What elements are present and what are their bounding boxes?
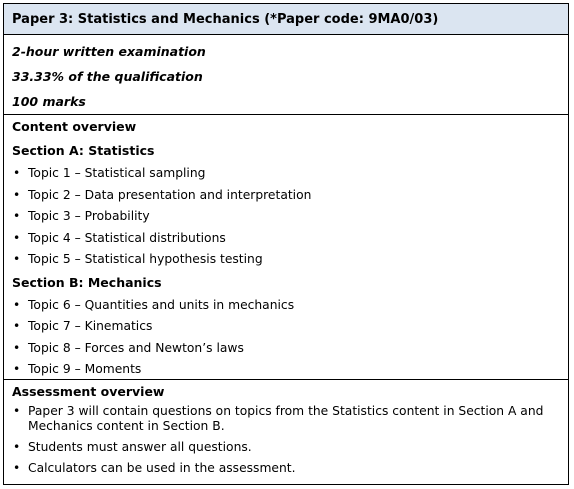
content-overview-heading: Content overview [12, 119, 137, 134]
list-item: • Calculators can be used in the assessment. [12, 461, 560, 476]
list-item: • Topic 9 – Moments [12, 359, 560, 381]
paper-title: Paper 3: Statistics and Mechanics (*Paper code: 9MA0/03) [4, 4, 568, 35]
list-item: • Topic 5 – Statistical hypothesis testing [12, 249, 560, 271]
exam-meta [4, 35, 568, 115]
list-item: • Topic 6 – Quantities and units in mechanics [12, 295, 560, 317]
list-item: • Topic 1 – Statistical sampling [12, 163, 560, 185]
content-overview [4, 115, 568, 380]
list-item: • Students must answer all questions. [12, 440, 560, 455]
section-b-heading: Section B: Mechanics [12, 274, 162, 290]
assessment-items [12, 404, 560, 476]
qualification-weight: 33.33% of the qualification [12, 69, 203, 84]
list-item: • Topic 8 – Forces and Newton’s laws [12, 338, 560, 360]
list-item: • Topic 3 – Probability [12, 206, 560, 228]
section-a-heading: Section A: Statistics [12, 143, 155, 158]
list-item: • Topic 2 – Data presentation and interpretation [12, 185, 560, 207]
list-item: • Paper 3 will contain questions on topics from the Statistics content in Section A and Mechanics content in Section B. [12, 404, 560, 434]
total-marks: 100 marks [12, 94, 86, 109]
assessment-overview [4, 380, 568, 476]
list-item: • Topic 7 – Kinematics [12, 316, 560, 338]
paper-spec-box [3, 3, 569, 485]
section-a-topics [12, 163, 560, 271]
section-b-topics [12, 295, 560, 381]
exam-duration: 2-hour written examination [12, 44, 206, 59]
assessment-overview-heading: Assessment overview [12, 384, 165, 399]
list-item: • Topic 4 – Statistical distributions [12, 228, 560, 250]
